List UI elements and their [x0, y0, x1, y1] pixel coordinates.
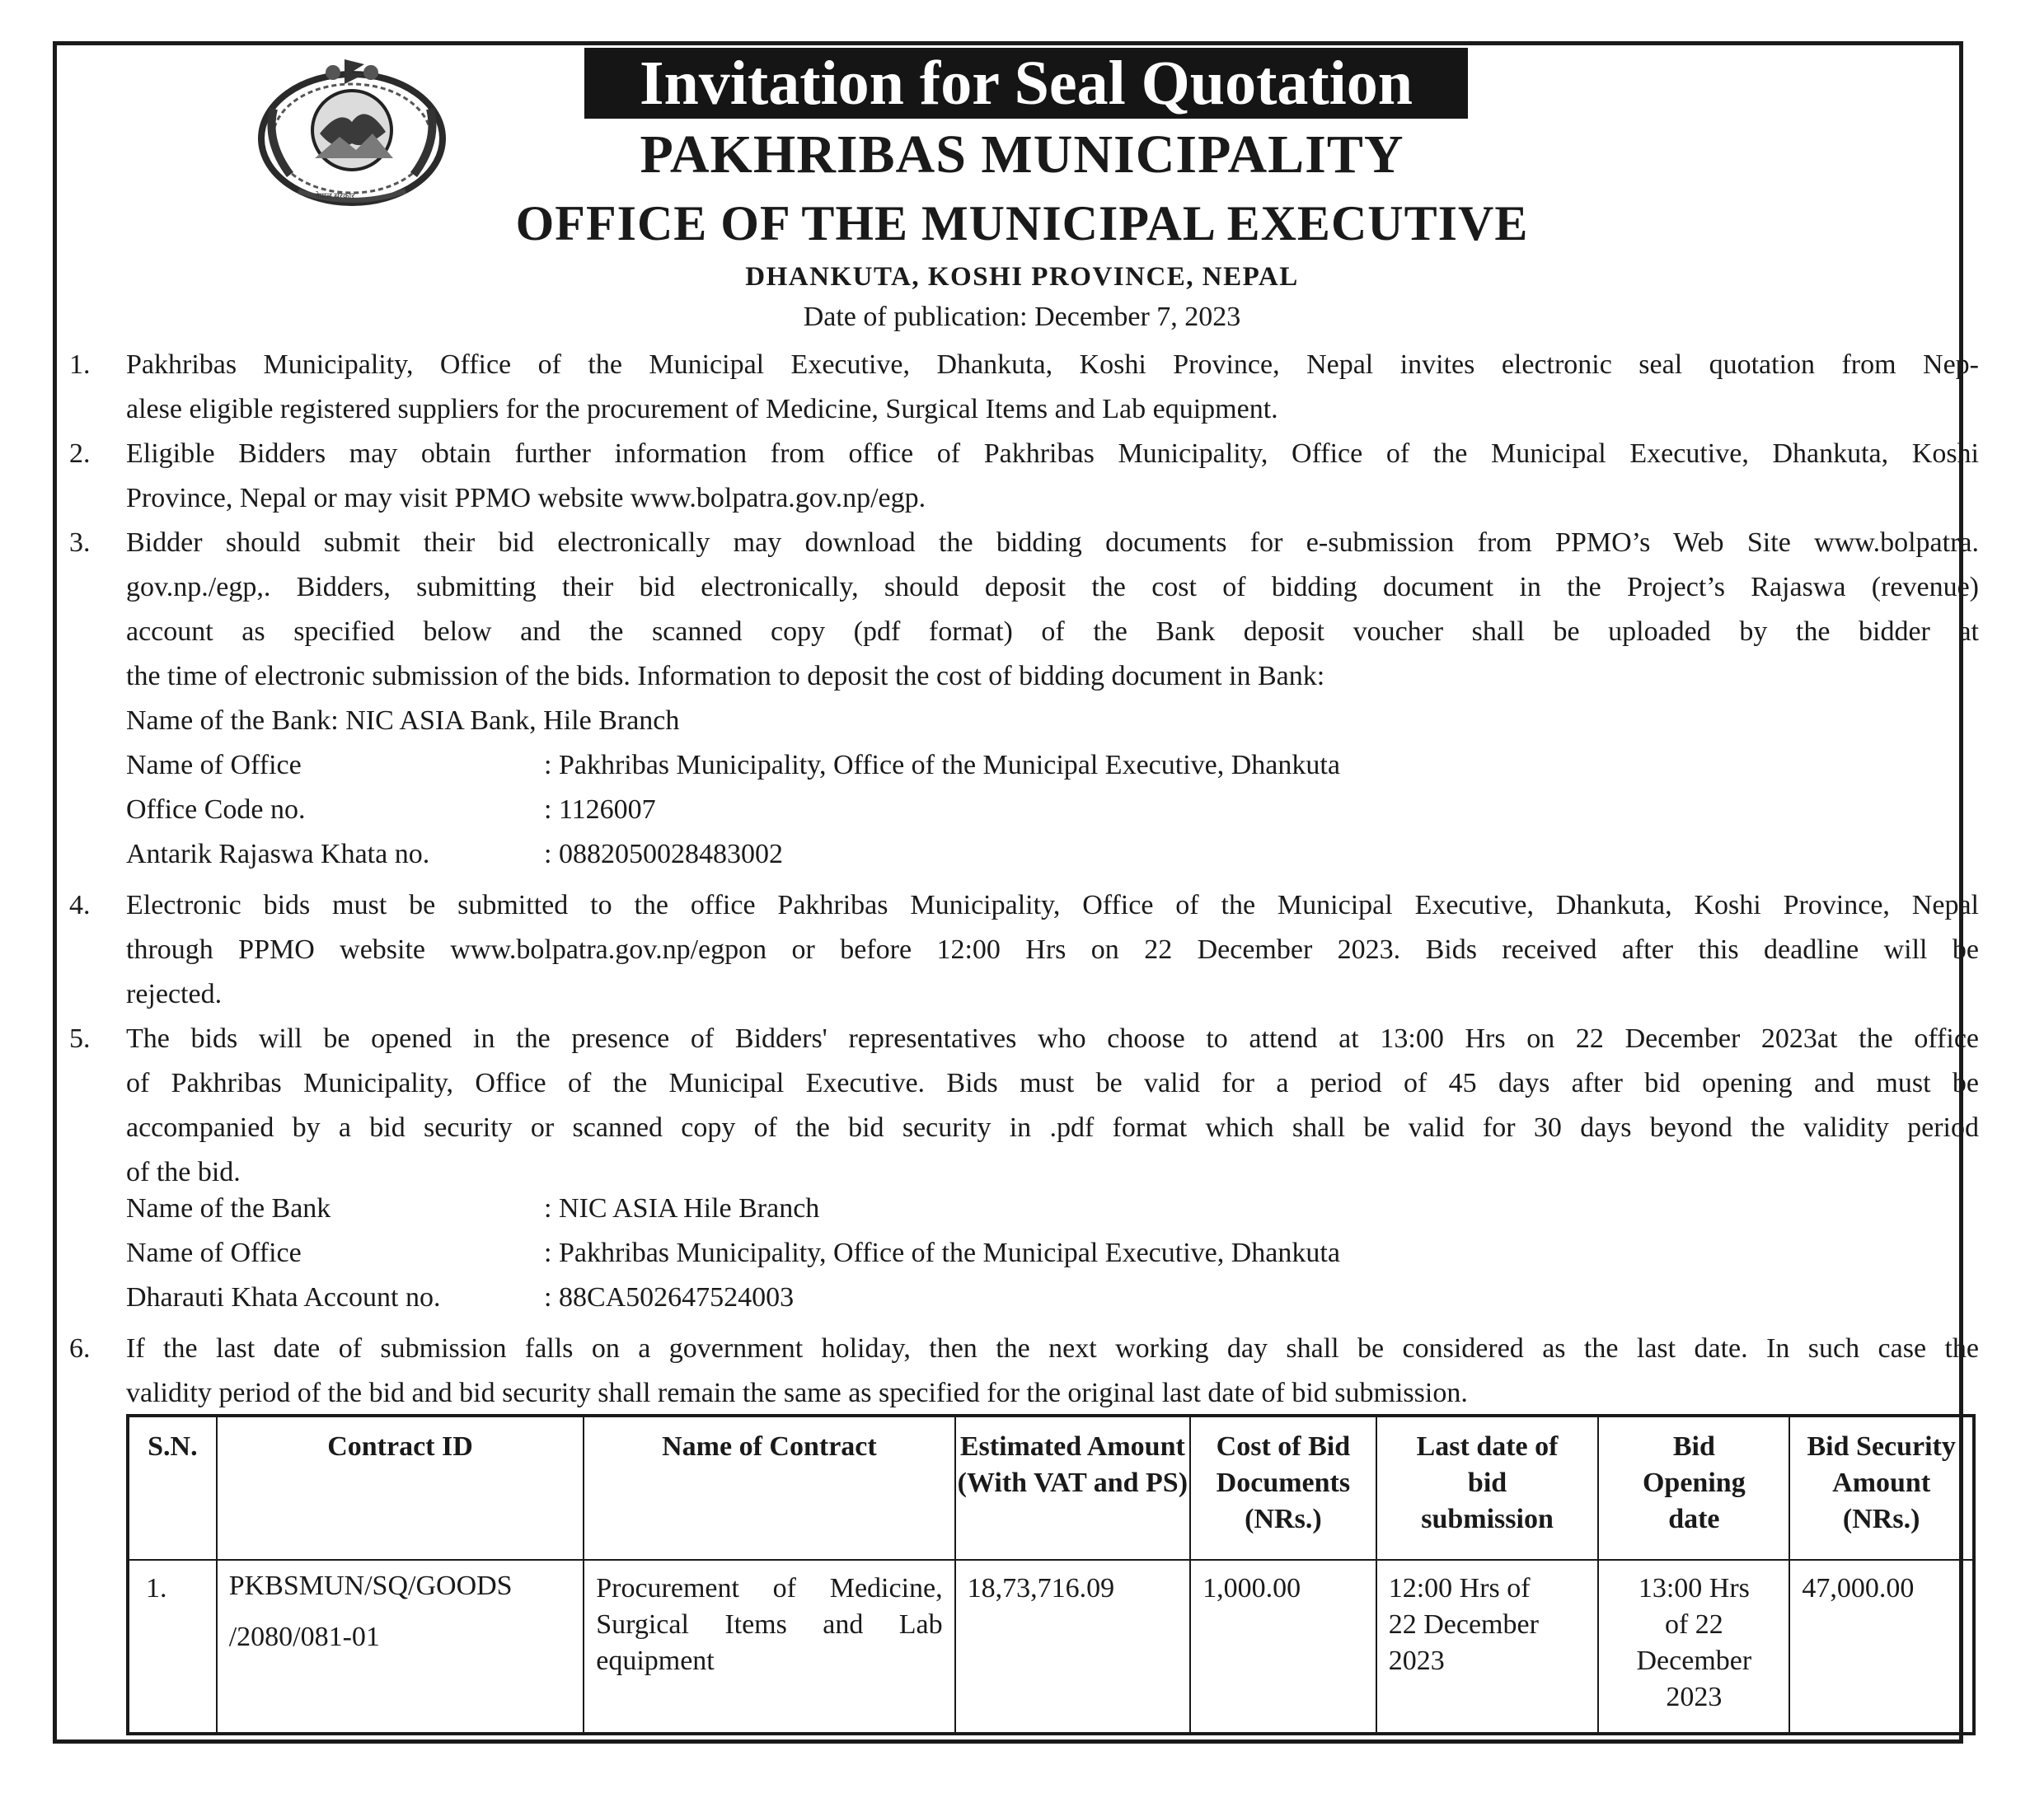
item-4-line: rejected. [126, 979, 223, 1009]
item-4-line: through PPMO website www.bolpatra.gov.np/egpon or before 12:00 Hrs on 22 December 2023. Bids received after this deadline will be [126, 934, 1979, 965]
item-number: 5. [69, 1023, 91, 1054]
column-header: Bid Security Amount (NRs.) [1789, 1416, 1974, 1560]
cell-submission-date: 12:00 Hrs of 22 December 2023 [1376, 1560, 1599, 1734]
office-address: DHANKUTA, KOSHI PROVINCE, NEPAL [745, 262, 1299, 292]
cell-contract-name: Procurement of Medicine, Surgical Items and Lab equipment [584, 1560, 954, 1734]
publication-date: Date of publication: December 7, 2023 [803, 302, 1241, 332]
detail-value: : NIC ASIA Hile Branch [544, 1193, 820, 1224]
item-6-line: validity period of the bid and bid security shall remain the same as specified for the original last date of bid submission. [126, 1378, 1468, 1408]
item-number: 4. [69, 890, 91, 920]
column-header: Estimated Amount (With VAT and PS) [955, 1416, 1190, 1560]
cell-opening-date: 13:00 Hrs of 22 December 2023 [1598, 1560, 1789, 1734]
contract-id-part: /2080/081-01 [228, 1622, 380, 1652]
item-4-line: Electronic bids must be submitted to the office Pakhribas Municipality, Office of the Municipal Executive, Dhankuta, Koshi Province, Nepal [126, 890, 1979, 920]
emblem-motto: नेपाल सरकार [315, 192, 355, 201]
item-5-line: of Pakhribas Municipality, Office of the Municipal Executive. Bids must be valid for a period of 45 days after bid opening and must be [126, 1068, 1979, 1098]
detail-value: : Pakhribas Municipality, Office of the Municipal Executive, Dhankuta [544, 1238, 1340, 1268]
item-1-line: alese eligible registered suppliers for the procurement of Medicine, Surgical Items and Lab equipment. [126, 394, 1278, 424]
column-header: Cost of Bid Documents (NRs.) [1190, 1416, 1376, 1560]
office-name: OFFICE OF THE MUNICIPAL EXECUTIVE [515, 196, 1529, 251]
item-3-line: the time of electronic submission of the bids. Information to deposit the cost of bidding document in Bank: [126, 661, 1325, 691]
contract-id-part: PKBSMUN/SQ/GOODS [228, 1571, 513, 1601]
item-3-line: gov.np./egp,. Bidders, submitting their bid electronically, should deposit the cost of bidding document in the Project’s Rajaswa (revenue) [126, 572, 1979, 602]
detail-label: Name of Office [126, 750, 302, 780]
item-1-line: Pakhribas Municipality, Office of the Municipal Executive, Dhankuta, Koshi Province, Nepal invites electronic seal quotation from Nep- [126, 349, 1979, 380]
item-5-line: The bids will be opened in the presence of Bidders' representatives who choose to attend at 13:00 Hrs on 22 December 2023at the office [126, 1023, 1979, 1054]
column-header: Last date of bid submission [1376, 1416, 1599, 1560]
municipality-name: PAKHRIBAS MUNICIPALITY [640, 124, 1404, 185]
cell-sn: 1. [128, 1560, 217, 1734]
item-number: 3. [69, 527, 91, 558]
item-3-line: account as specified below and the scanned copy (pdf format) of the Bank deposit voucher shall be uploaded by the bidder at [126, 616, 1979, 647]
item-number: 1. [69, 349, 91, 380]
item-5-line: of the bid. [126, 1157, 241, 1187]
cell-document-cost: 1,000.00 [1190, 1560, 1376, 1734]
bid-table [126, 1414, 1976, 1735]
item-number: 6. [69, 1333, 91, 1364]
cell-contract-id [217, 1560, 584, 1734]
detail-value: : 0882050028483002 [544, 839, 783, 869]
detail-label: Office Code no. [126, 794, 306, 825]
cell-estimated-amount: 18,73,716.09 [955, 1560, 1190, 1734]
detail-label: Name of Office [126, 1238, 302, 1268]
bank-name-line: Name of the Bank: NIC ASIA Bank, Hile Branch [126, 705, 680, 736]
table-header-row [128, 1416, 1974, 1560]
item-6-line: If the last date of submission falls on a government holiday, then the next working day shall be considered as the last date. In such case the [126, 1333, 1979, 1364]
item-2-line: Eligible Bidders may obtain further information from office of Pakhribas Municipality, Office of the Municipal Executive, Dhankuta, Koshi [126, 438, 1979, 469]
detail-value: : 88CA502647524003 [544, 1282, 795, 1313]
detail-label: Dharauti Khata Account no. [126, 1282, 441, 1313]
notice-title: Invitation for Seal Quotation [639, 49, 1413, 118]
item-5-line: accompanied by a bid security or scanned copy of the bid security in .pdf format which shall be valid for 30 days beyond the validity period [126, 1112, 1979, 1143]
cell-security-amount: 47,000.00 [1789, 1560, 1974, 1734]
item-number: 2. [69, 438, 91, 469]
detail-label: Name of the Bank [126, 1193, 331, 1224]
detail-value: : Pakhribas Municipality, Office of the Municipal Executive, Dhankuta [544, 750, 1340, 780]
item-2-line: Province, Nepal or may visit PPMO website www.bolpatra.gov.np/egp. [126, 483, 926, 513]
column-header: Name of Contract [584, 1416, 954, 1560]
detail-label: Antarik Rajaswa Khata no. [126, 839, 430, 869]
column-header: Bid Opening date [1598, 1416, 1789, 1560]
item-3-line: Bidder should submit their bid electronically may download the bidding documents for e-submission from PPMO’s Web Site www.bolpatra. [126, 527, 1979, 558]
detail-value: : 1126007 [544, 794, 656, 825]
column-header: S.N. [128, 1416, 217, 1560]
table-row [128, 1560, 1974, 1734]
column-header: Contract ID [217, 1416, 584, 1560]
